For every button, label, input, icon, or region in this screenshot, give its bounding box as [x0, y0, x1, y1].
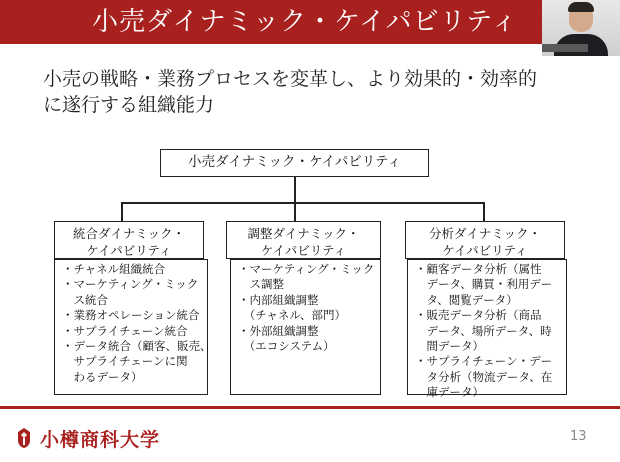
- branch-item-line: ・内部組織調整: [238, 292, 319, 307]
- footer-divider: [0, 406, 620, 409]
- subtitle-line-1: 小売の戦略・業務プロセスを変革し、より効果的・効率的: [43, 68, 538, 90]
- branch-item-line: ・チャネル組織統合: [62, 262, 166, 276]
- connector-root-stem: [294, 177, 296, 203]
- branch-item-line: ・サプライチェーン・デー: [415, 354, 553, 369]
- connector-middle: [294, 202, 296, 221]
- branch-item-line: ス調整: [238, 277, 284, 292]
- branch-header-line: 調整ダイナミック・: [247, 226, 360, 241]
- name-badge: [542, 44, 588, 52]
- connector-right: [483, 202, 485, 221]
- branch-header-line: ケイパビリティ: [86, 243, 172, 258]
- branch-item-line: ・データ統合（顧客、販売、: [62, 339, 212, 354]
- webcam-video-thumbnail[interactable]: [542, 0, 620, 56]
- subtitle-line-2: に遂行する組織能力: [43, 94, 215, 116]
- branch-item-line: わるデータ）: [62, 369, 143, 384]
- branch-item-line: ・顧客データ分析（属性: [415, 262, 542, 276]
- branch-item-line: タ、閲覧データ）: [415, 292, 518, 307]
- branch-item-line: ・マーケティング・ミック: [62, 277, 199, 292]
- diagram-root-box: 小売ダイナミック・ケイパビリティ: [160, 149, 429, 177]
- university-name: 小樽商科大学: [40, 429, 161, 451]
- branch-item-line: データ、場所データ、時: [415, 323, 552, 338]
- branch-header-line: 分析ダイナミック・: [428, 226, 541, 241]
- branch-item-line: ・外部組織調整: [238, 323, 319, 338]
- branch-item-line: ・業務オペレーション統合: [62, 308, 200, 323]
- presenter-hair: [568, 2, 594, 12]
- branch-body-coordination: [230, 259, 381, 395]
- branch-item-line: （エコシステム）: [238, 339, 335, 354]
- university-crest-icon: [16, 427, 32, 449]
- branch-item-line: ・マーケティング・ミック: [238, 262, 375, 276]
- branch-header-coordination: [226, 221, 381, 259]
- slide-subtitle: [43, 66, 588, 118]
- page-number: 13: [570, 429, 587, 444]
- branch-item-line: ・販売データ分析（商品: [415, 308, 542, 323]
- slide-title: 小売ダイナミック・ケイパビリティ: [0, 0, 542, 44]
- branch-item-line: 間データ）: [415, 339, 484, 354]
- branch-header-line: ケイパビリティ: [260, 243, 347, 258]
- branch-item-line: （チャネル、部門）: [238, 308, 346, 323]
- branch-header-integration: [54, 221, 204, 259]
- branch-item-line: データ、購買・利用デー: [415, 277, 553, 292]
- branch-body-analysis: [407, 259, 567, 400]
- branch-item-line: サプライチェーンに関: [62, 354, 188, 369]
- branch-item-line: ス統合: [62, 292, 108, 307]
- connector-horizontal: [121, 202, 484, 204]
- branch-header-analysis: [405, 221, 565, 259]
- branch-item-line: ・サプライチェーン統合: [62, 323, 188, 338]
- connector-left: [121, 202, 123, 221]
- branch-item-line: 庫データ）: [415, 385, 484, 400]
- branch-header-line: 統合ダイナミック・: [72, 226, 185, 241]
- branch-body-integration: [54, 259, 212, 395]
- branch-item-line: タ分析（物流データ、在: [415, 369, 553, 384]
- branch-header-line: ケイパビリティ: [442, 243, 528, 258]
